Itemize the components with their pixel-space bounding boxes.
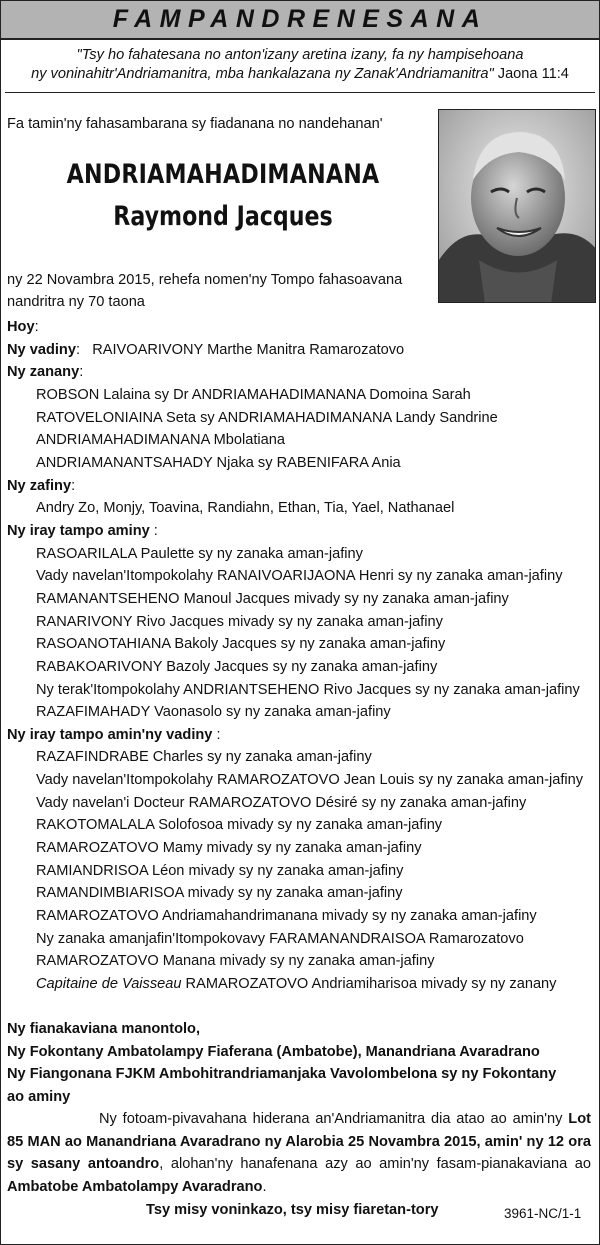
reference-code: 3961-NC/1-1	[504, 1206, 582, 1221]
list-item: RASOANOTAHIANA Bakoly Jacques sy ny zanaka aman-jafiny	[36, 636, 446, 653]
list-item: ANDRIAMANANTSAHADY Njaka sy RABENIFARA Ania	[36, 454, 401, 471]
list-item: RAMIANDRISOA Léon mivady sy ny zanaka aman-jafiny	[36, 862, 404, 879]
list-item: RASOARILALA Paulette sy ny zanaka aman-jafiny	[36, 545, 363, 562]
list-item: RAKOTOMALALA Solofosoa mivady sy ny zanaka aman-jafiny	[36, 817, 443, 834]
header-bar	[1, 1, 599, 40]
spouse-label: Ny vadiny	[7, 341, 76, 358]
list-item: RAMAROZATOVO Andriamahandrimanana mivady sy ny zanaka aman-jafiny	[36, 908, 537, 925]
list-item: Capitaine de Vaisseau RAMAROZATOVO Andriamiharisoa mivady sy ny zanany	[36, 976, 557, 993]
list-item: RAMANANTSEHENO Manoul Jacques mivady sy ny zanaka aman-jafiny	[36, 590, 509, 607]
list-item: RANARIVONY Rivo Jacques mivady sy ny zanaka aman-jafiny	[36, 613, 443, 630]
list-item: RATOVELONIAINA Seta sy ANDRIAMAHADIMANANA Landy Sandrine	[36, 409, 498, 426]
portrait-photo	[438, 109, 596, 303]
footer-line-4: ao aminy	[7, 1088, 71, 1105]
deceased-given-names: Raymond Jacques	[113, 201, 333, 232]
verse-line-2: ny voninahitr'Andriamanitra, mba hankalazana ny Zanak'Andriamanitra" Jaona 11:4	[31, 66, 569, 82]
spouse-siblings-heading: Ny iray tampo amin'ny vadiny :	[7, 726, 221, 743]
list-item: RAZAFIMAHADY Vaonasolo sy ny zanaka aman-jafiny	[36, 704, 391, 721]
signoff: Tsy misy voninkazo, tsy misy fiaretan-tory	[146, 1202, 439, 1218]
children-heading: Ny zanany:	[7, 364, 84, 381]
death-line-1: ny 22 Novambra 2015, rehefa nomen'ny Tompo fahasoavana	[7, 272, 403, 288]
hoy-row: Hoy:	[7, 319, 39, 335]
verse-line-1: "Tsy ho fahatesana no anton'izany aretina izany, fa ny hampisehoana	[76, 47, 524, 63]
footer-line-1: Ny fianakaviana manontolo,	[7, 1021, 201, 1037]
list-item: RAZAFINDRABE Charles sy ny zanaka aman-jafiny	[36, 749, 372, 766]
header-title: FAMPANDRENESANA	[112, 5, 488, 33]
list-item: Ny zanaka amanjafin'Itompokovavy FARAMANANDRAISOA Ramarozatovo	[36, 930, 524, 947]
list-item: RAMAROZATOVO Manana mivady sy ny zanaka aman-jafiny	[36, 953, 435, 970]
portrait-image	[439, 110, 596, 303]
grandchildren-heading: Ny zafiny:	[7, 477, 76, 494]
death-line-2: nandritra ny 70 taona	[7, 294, 145, 310]
list-item: RAMAROZATOVO Mamy mivady sy ny zanaka aman-jafiny	[36, 840, 422, 857]
spouse-row: Ny vadiny: RAIVOARIVONY Marthe Manitra Ramarozatovo	[7, 341, 405, 358]
list-item: RABAKOARIVONY Bazoly Jacques sy ny zanaka aman-jafiny	[36, 658, 438, 675]
list-item: Vady navelan'Itompokolahy RANAIVOARIJAONA Henri sy ny zanaka aman-jafiny	[36, 568, 563, 585]
footer-line-2: Ny Fokontany Ambatolampy Fiaferana (Ambatobe), Manandriana Avaradrano	[7, 1043, 540, 1060]
spouse-name: RAIVOARIVONY Marthe Manitra Ramarozatovo	[92, 341, 405, 358]
footer-line-3: Ny Fiangonana FJKM Ambohitrandriamanjaka Vavolombelona sy ny Fokontany	[7, 1066, 557, 1082]
list-item: Ny terak'Itompokolahy ANDRIANTSEHENO Rivo Jacques sy ny zanaka aman-jafiny	[36, 681, 580, 698]
list-item: ROBSON Lalaina sy Dr ANDRIAMAHADIMANANA Domoina Sarah	[36, 386, 471, 403]
list-item: RAMANDIMBIARISOA mivady sy ny zanaka aman-jafiny	[36, 885, 403, 902]
intro-text: Fa tamin'ny fahasambarana sy fiadanana no nandehanan'	[7, 116, 383, 132]
bible-verse	[5, 46, 595, 93]
verse-reference: Jaona 11:4	[497, 66, 569, 82]
list-item: Vady navelan'Itompokolahy RAMAROZATOVO Jean Louis sy ny zanaka aman-jafiny	[36, 772, 584, 789]
siblings-heading: Ny iray tampo aminy :	[7, 522, 158, 539]
list-item: Vady navelan'i Docteur RAMAROZATOVO Désiré sy ny zanaka aman-jafiny	[36, 794, 527, 811]
family-list	[7, 316, 595, 996]
service-paragraph: Ny fotoam-pivavahana hiderana an'Andriamanitra dia atao ao amin'ny Lot 85 MAN ao Manandriana Avaradrano ny Alarobia 25 Novambra 2015, amin' ny 12 ora sy sasany antoandro, alohan'ny hanafenana azy ao amin'ny fasam-pianakaviana ao Ambatobe Ambatolampy Avaradrano.	[7, 1111, 591, 1195]
grandchildren-list: Andry Zo, Monjy, Toavina, Randiahn, Ethan, Tia, Yael, Nathanael	[36, 500, 455, 517]
list-item: ANDRIAMAHADIMANANA Mbolatiana	[36, 432, 285, 449]
footer-block	[7, 1018, 591, 1198]
death-details	[7, 269, 435, 313]
deceased-surname: ANDRIAMAHADIMANANA	[66, 159, 380, 190]
